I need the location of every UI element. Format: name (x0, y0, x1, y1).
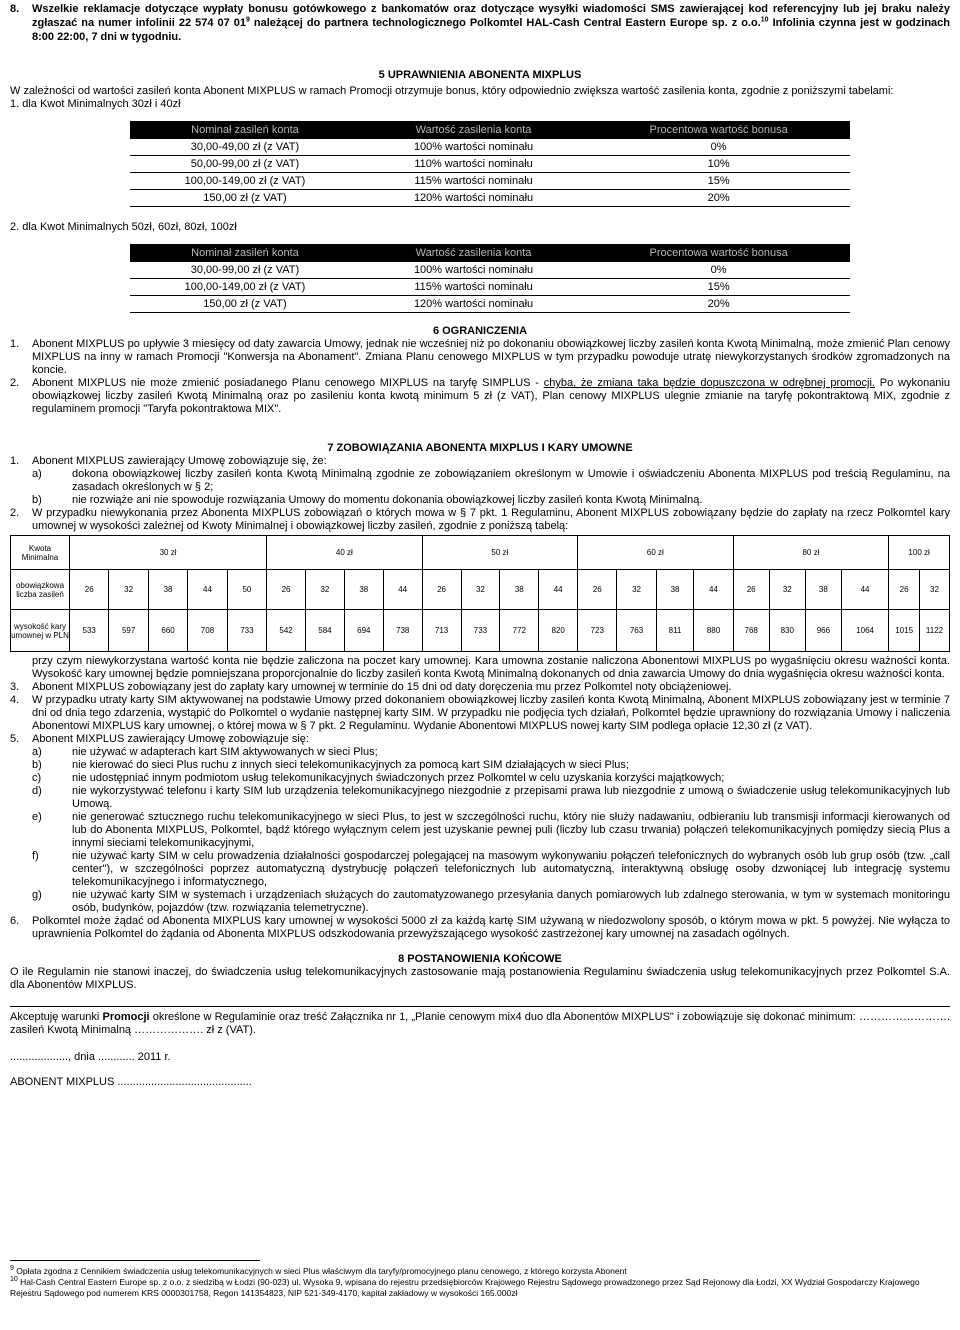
liczba-cell: 32 (461, 570, 500, 610)
sub-text: nie kierować do sieci Plus ruchu z innych sieci telekomunikacyjnych za pomocą kart SIM działających w sieci Plus; (72, 759, 629, 771)
table-row (130, 190, 850, 207)
liczba-cell: 44 (188, 570, 227, 610)
point-text: Abonent MIXPLUS zobowiązany jest do zapłaty kary umownej w terminie do 15 dni od daty doręczenia mu przez Polkomtel noty obciążeniowej. (32, 681, 732, 693)
kara-cell: 1122 (920, 610, 950, 652)
penalty-row-liczba (11, 570, 950, 610)
kara-cell: 966 (805, 610, 841, 652)
table-cell: 150,00 zł (z VAT) (130, 190, 360, 207)
acceptance-text-a: Akceptuję warunki (10, 1011, 103, 1023)
kara-cell: 597 (109, 610, 148, 652)
table-cell: 120% wartości nominału (360, 190, 587, 207)
point-2-text-b: Po wykonaniu obowiązkowej liczby zasileń Kwotą Minimalną oraz po zasileniu konta kwotą minimum 5 zł (z VAT), Plan cenowy MIXPLUS ulegnie zmianie na taryfę pokontraktową MIX, zgodnie z regulaminem promocji "Taryfa pokontraktowa MIX". (32, 377, 950, 415)
point-number: 6. (10, 915, 20, 927)
liczba-cell: 44 (694, 570, 733, 610)
kwota-cell: 100 zł (889, 536, 950, 570)
section-7-point-5g (10, 889, 950, 915)
row-label: obowiązkowa liczba zasileń (11, 570, 70, 610)
section-8-text: O ile Regulamin nie stanowi inaczej, do świadczenia usług telekomunikacyjnych zastosowanie mają postanowienia Regulaminu świadczenia usług telekomunikacyjnych przez Polkomtel S.A. dla Abonentów MIXPLUS. (10, 966, 950, 991)
sub-text: nie używać w adapterach kart SIM aktywowanych w sieci Plus; (72, 746, 378, 758)
liczba-cell: 38 (805, 570, 841, 610)
section-7-point-5b (10, 759, 950, 772)
table-cell: 100,00-149,00 zł (z VAT) (130, 279, 360, 296)
liczba-cell: 38 (500, 570, 539, 610)
section-6-point-2 (10, 377, 950, 416)
kara-cell: 1015 (889, 610, 920, 652)
kara-cell: 723 (578, 610, 617, 652)
footnote-rule (10, 1260, 260, 1261)
footnote-10-text: Hal-Cash Central Eastern Europe sp. z o.o. z siedzibą w Łodzi (90-023) ul. Wysoka 9, wpisana do rejestru przedsiębiorców Krajowego Rejestru Sądowego prowadzonego przez Sąd Rejonowy dla Łodzi, XX Wydział Gospodarczy Krajowego Rejestru Sądowego pod numerem KRS 0000301758, Regon 141354823, NIP 521-349-4170, kapitał zakładowy w wysokości 165.000zł (10, 1277, 920, 1298)
sub-text: nie używać karty SIM w systemach i urządzeniach służących do zautomatyzowanego przesyłania danych pomiarowych lub zdalnego sterowania, w tym w systemach monitoringu osób, budynków, pojazdów (tzw. rozwiązania telemetryczne). (72, 889, 950, 914)
sub-letter: a) (32, 468, 42, 480)
kara-cell: 772 (500, 610, 539, 652)
footnote-10 (10, 1277, 950, 1299)
point-number: 3. (10, 681, 20, 693)
sub-text: nie rozwiąże ani nie spowoduje rozwiązania Umowy do momentu dokonania obowiązkowej liczby zasileń konta Kwotą Minimalną. (72, 494, 703, 506)
table-row (130, 279, 850, 296)
table-cell: 100,00-149,00 zł (z VAT) (130, 173, 360, 190)
point-number: 2. (10, 377, 20, 389)
footnote-9-number: 9 (10, 1265, 14, 1273)
bonus-table-1 (130, 121, 850, 207)
liczba-cell: 44 (841, 570, 888, 610)
liczba-cell: 26 (578, 570, 617, 610)
row-label: Kwota Minimalna (11, 536, 70, 570)
section-5-title: 5 UPRAWNIENIA ABONENTA MIXPLUS (378, 69, 582, 81)
liczba-cell: 44 (383, 570, 422, 610)
liczba-cell: 44 (539, 570, 578, 610)
table-2-title: 2. dla Kwot Minimalnych 50zł, 60zł, 80zł, 100zł (10, 221, 237, 233)
section-7-point-5a (10, 746, 950, 759)
kara-cell: 1064 (841, 610, 888, 652)
footnote-9-text: Opłata zgodna z Cennikiem świadczenia usług telekomunikacyjnych w sieci Plus właściwym dla taryfy/promocyjnego planu cenowego, z którego korzysta Abonent (16, 1266, 627, 1276)
column-header: Nominał zasileń konta (130, 121, 360, 139)
table-cell: 30,00-49,00 zł (z VAT) (130, 139, 360, 156)
point-8-text (32, 2, 950, 44)
point-text (32, 377, 950, 416)
kwota-cell: 50 zł (422, 536, 578, 570)
sub-letter: b) (32, 759, 42, 771)
point-2-underlined: chyba, że zmiana taka będzie dopuszczona w odrębnej promocji. (543, 377, 875, 389)
row-label: wysokość kary umownej w PLN (11, 610, 70, 652)
section-8-title: 8 POSTANOWIENIA KOŃCOWE (398, 953, 562, 965)
liczba-cell: 26 (889, 570, 920, 610)
point-8-number: 8. (10, 3, 20, 15)
section-7-point-3 (10, 681, 950, 694)
table-1-title: 1. dla Kwot Minimalnych 30zł i 40zł (10, 98, 181, 110)
table-row (130, 139, 850, 156)
point-number: 4. (10, 694, 20, 706)
table-cell: 100% wartości nominału (360, 262, 587, 279)
point-text: W przypadku utraty karty SIM aktywowanej na podstawie Umowy przed dokonaniem obowiązkowej liczby zasileń konta Kwotą Minimalną, Abonent MIXPLUS zobowiązany jest w terminie 7 dni od dnia tego zdarzenia, wystąpić do Polkomtel o wydanie następnej karty SIM. W przypadku nie podjęcia tych działań, Polkomtel będzie uprawniony do rozwiązania Umowy i naliczenia Abonentowi MIXPLUS kary umownej, o której mowa w § 7 pkt. 2 Regulaminu. Wydanie Abonentowi MIXPLUS nowej karty SIM podlega opłacie 12,30 zł (z VAT). (32, 694, 950, 732)
table-cell: 30,00-99,00 zł (z VAT) (130, 262, 360, 279)
table-cell: 100% wartości nominału (360, 139, 587, 156)
sub-letter: d) (32, 785, 42, 797)
sub-text: nie używać karty SIM w celu prowadzenia działalności gospodarczej polegającej na masowym wykonywaniu połączeń telefonicznych do wybranych osób lub grup osób (tzw. „call center"), w szczególności poprzez automatyczną dystrybucję połączeń telefonicznych lub automatyczną, interaktywną obsługę osoby dzwoniącej lub integrację systemu telekomunikacyjnego i informatycznego, (72, 850, 950, 888)
section-7-point-5 (10, 733, 950, 746)
kara-cell: 738 (383, 610, 422, 652)
table-cell: 0% (587, 139, 850, 156)
table-cell: 115% wartości nominału (360, 173, 587, 190)
point-8 (10, 2, 950, 44)
section-7-point-6 (10, 915, 950, 941)
table-cell: 15% (587, 279, 850, 296)
kara-cell: 763 (617, 610, 656, 652)
column-header: Wartość zasilenia konta (360, 121, 587, 139)
point-text: Abonent MIXPLUS zawierający Umowę zobowiązuje się: (32, 733, 309, 745)
kwota-cell: 80 zł (733, 536, 889, 570)
sub-letter: c) (32, 772, 42, 784)
acceptance-text-b: określone w Regulaminie oraz treść Załącznika nr 1, „Planie cenowym mix4 duo dla Abonentów MIXPLUS" i zobowiązuje się dokonać minimum: ……………………. zasileń Kwotą Minimalną ………………. zł z (VAT). (10, 1011, 950, 1036)
kara-cell: 768 (733, 610, 769, 652)
table-cell: 50,00-99,00 zł (z VAT) (130, 156, 360, 173)
liczba-cell: 26 (422, 570, 461, 610)
kwota-cell: 30 zł (70, 536, 267, 570)
penalty-row-kara (11, 610, 950, 652)
kara-cell: 811 (656, 610, 694, 652)
point-8-part2: należącej do partnera technologicznego Polkomtel HAL-Cash Central Eastern Europe sp. z o.o. (249, 17, 761, 29)
section-7-title: 7 ZOBOWIĄZANIA ABONENTA MIXPLUS I KARY UMOWNE (327, 442, 633, 454)
bonus-table-1-header (130, 121, 850, 139)
liczba-cell: 26 (733, 570, 769, 610)
table-cell: 0% (587, 262, 850, 279)
point-number: 1. (10, 338, 20, 350)
liczba-cell: 38 (656, 570, 694, 610)
liczba-cell: 32 (617, 570, 656, 610)
section-7-point-4 (10, 694, 950, 733)
point-8-part1: Wszelkie reklamacje dotyczące wypłaty bonusu gotówkowego z bankomatów oraz dotyczące wysyłki wiadomości SMS zawierającej kod referencyjny lub jej braku należy zgłaszać na numer infolinii 22 574 07 01 (32, 3, 950, 29)
table-cell: 20% (587, 296, 850, 313)
kara-cell: 820 (539, 610, 578, 652)
liczba-cell: 26 (267, 570, 306, 610)
table-row (130, 156, 850, 173)
acceptance-text (10, 1011, 950, 1037)
table-cell: 120% wartości nominału (360, 296, 587, 313)
sub-text: nie udostępniać innym podmiotom usług telekomunikacyjnych świadczonych przez Polkomtel w celu uzyskania korzyści majątkowych; (72, 772, 725, 784)
sub-text: dokona obowiązkowej liczby zasileń konta Kwotą Minimalną zgodnie ze zobowiązaniem określonym w Umowie i oświadczeniu Abonenta MIXPLUS pod treścią Regulaminu, na zasadach określonych w § 2; (72, 468, 950, 493)
section-7-point-1 (10, 455, 950, 468)
liczba-cell: 38 (344, 570, 383, 610)
table-row (130, 173, 850, 190)
table-cell: 20% (587, 190, 850, 207)
kara-cell: 694 (344, 610, 383, 652)
sub-letter: g) (32, 889, 42, 901)
point-8-part3: Infolinia czynna jest w godzinach 8:00 22:00, 7 dni w tygodniu. (32, 17, 950, 43)
footnote-ref-9: 9 (245, 16, 250, 24)
kara-cell: 584 (306, 610, 345, 652)
table-cell: 150,00 zł (z VAT) (130, 296, 360, 313)
footnote-ref-10: 10 (760, 16, 769, 24)
acceptance-signature: ABONENT MIXPLUS ............................................ (10, 1076, 252, 1088)
section-7-point-1a (10, 468, 950, 494)
kara-cell: 733 (227, 610, 266, 652)
kara-cell: 708 (188, 610, 227, 652)
column-header: Procentowa wartość bonusa (587, 244, 850, 262)
table-row (130, 262, 850, 279)
sub-letter: a) (32, 746, 42, 758)
liczba-cell: 50 (227, 570, 266, 610)
kara-cell: 660 (148, 610, 187, 652)
kara-cell: 533 (70, 610, 109, 652)
sub-letter: e) (32, 811, 42, 823)
footnotes (10, 1260, 950, 1299)
sub-text: nie generować sztucznego ruchu telekomunikacyjnego w sieci Plus, to jest w szczególności ruchu, który nie służy nadawaniu, odbieraniu lub transmisji informacji kierowanych od lub do Abonenta MIXPLUS, Polkomtel, bądź którego wyłącznym celem jest uzyskanie pewnej puli (liczby lub czasu trwania) połączeń telekomunikacyjnych pomiędzy siecią Plus a innymi sieciami telekomunikacyjnymi, (72, 811, 950, 849)
table-cell: 110% wartości nominału (360, 156, 587, 173)
liczba-cell: 38 (148, 570, 187, 610)
point-number: 1. (10, 455, 20, 467)
acceptance-bold: Promocji (102, 1011, 150, 1023)
section-5-intro: W zależności od wartości zasileń konta Abonent MIXPLUS w ramach Promocji otrzymuje bonus, który odpowiednio zwiększa wartość zasilenia konta, zgodnie z poniższymi tabelami: (10, 85, 894, 97)
kara-cell: 733 (461, 610, 500, 652)
point-text: W przypadku niewykonania przez Abonenta MIXPLUS zobowiązań o których mowa w § 7 pkt. 1 Regulaminu, Abonent MIXPLUS zobowiązany będzie do zapłaty na rzecz Polkomtel kary umownej w wysokości zależnej od Kwoty Minimalnej i obowiązkowej liczby zasileń, zgodnie z poniższą tabelą: (32, 507, 950, 532)
section-7-point-2-continuation: przy czym niewykorzystana wartość konta nie będzie zaliczona na poczet kary umownej. Kara umowna zostanie naliczona Abonentowi MIXPLUS po wygaśnięciu okresu ważności konta. Wysokość kary umownej będzie pomniejszana proporcjonalnie do liczby zasileń konta Kwotą Minimalną dokonanych od dnia zawarcia Umowy do dnia wygaśnięcia okresu ważności konta. (32, 655, 950, 680)
point-text: Abonent MIXPLUS po upływie 3 miesięcy od daty zawarcia Umowy, jednak nie wcześniej niż po dokonaniu obowiązkowej liczby zasileń konta Kwotą Minimalną, może zmienić Plan cenowy MIXPLUS na inny w ramach Promocji "Konwersja na Abonament". Zmiana Planu cenowego MIXPLUS w tym przypadku powoduje utratę niewykorzystanych środków zgromadzonych na koncie. (32, 338, 950, 376)
point-number: 5. (10, 733, 20, 745)
liczba-cell: 32 (109, 570, 148, 610)
section-7-point-5e (10, 811, 950, 850)
section-7-point-1b (10, 494, 950, 507)
liczba-cell: 32 (920, 570, 950, 610)
section-6-title: 6 OGRANICZENIA (432, 325, 528, 337)
bonus-table-2-header (130, 244, 850, 262)
bonus-table-2 (130, 244, 850, 313)
point-text: Abonent MIXPLUS zawierający Umowę zobowiązuje się, że: (32, 455, 327, 467)
table-cell: 115% wartości nominału (360, 279, 587, 296)
penalty-table (10, 535, 950, 652)
liczba-cell: 32 (769, 570, 805, 610)
sub-text: nie wykorzystywać telefonu i karty SIM lub urządzenia telekomunikacyjnego niezgodnie z przepisami prawa lub niezgodnie z umową o świadczenie usług telekomunikacyjnych lub Umową. (72, 785, 950, 810)
sub-letter: f) (32, 850, 39, 862)
footnote-10-number: 10 (10, 1276, 18, 1284)
section-7-point-2 (10, 507, 950, 533)
footnote-9 (10, 1266, 950, 1277)
sub-letter: b) (32, 494, 42, 506)
kwota-cell: 60 zł (578, 536, 734, 570)
point-2-text-a: Abonent MIXPLUS nie może zmienić posiadanego Planu cenowego MIXPLUS na taryfę SIMPLUS - (32, 377, 544, 389)
penalty-row-kwota (11, 536, 950, 570)
kwota-cell: 40 zł (267, 536, 423, 570)
kara-cell: 830 (769, 610, 805, 652)
table-cell: 10% (587, 156, 850, 173)
section-7-point-5f (10, 850, 950, 889)
column-header: Wartość zasilenia konta (360, 244, 587, 262)
kara-cell: 880 (694, 610, 733, 652)
table-row (130, 296, 850, 313)
table-cell: 15% (587, 173, 850, 190)
column-header: Procentowa wartość bonusa (587, 121, 850, 139)
section-7-point-5c (10, 772, 950, 785)
document-page (10, 0, 950, 1089)
point-number: 2. (10, 507, 20, 519)
liczba-cell: 32 (306, 570, 345, 610)
kara-cell: 542 (267, 610, 306, 652)
liczba-cell: 26 (70, 570, 109, 610)
acceptance-block (10, 1006, 950, 1089)
column-header: Nominał zasileń konta (130, 244, 360, 262)
section-7-point-5d (10, 785, 950, 811)
section-6-point-1 (10, 338, 950, 377)
point-text: Polkomtel może żądać od Abonenta MIXPLUS kary umownej w wysokości 5000 zł za każdą kartę SIM używaną w niedozwolony sposób, o którym mowa w pkt. 5 powyżej. Nie wyłącza to uprawnienia Polkomtel do żądania od Abonenta MIXPLUS odszkodowania przewyższającego wysokość zastrzeżonej kary umownej na zasadach ogólnych. (32, 915, 950, 940)
acceptance-date: ..................., dnia ............ 2011 r. (10, 1051, 171, 1063)
kara-cell: 713 (422, 610, 461, 652)
